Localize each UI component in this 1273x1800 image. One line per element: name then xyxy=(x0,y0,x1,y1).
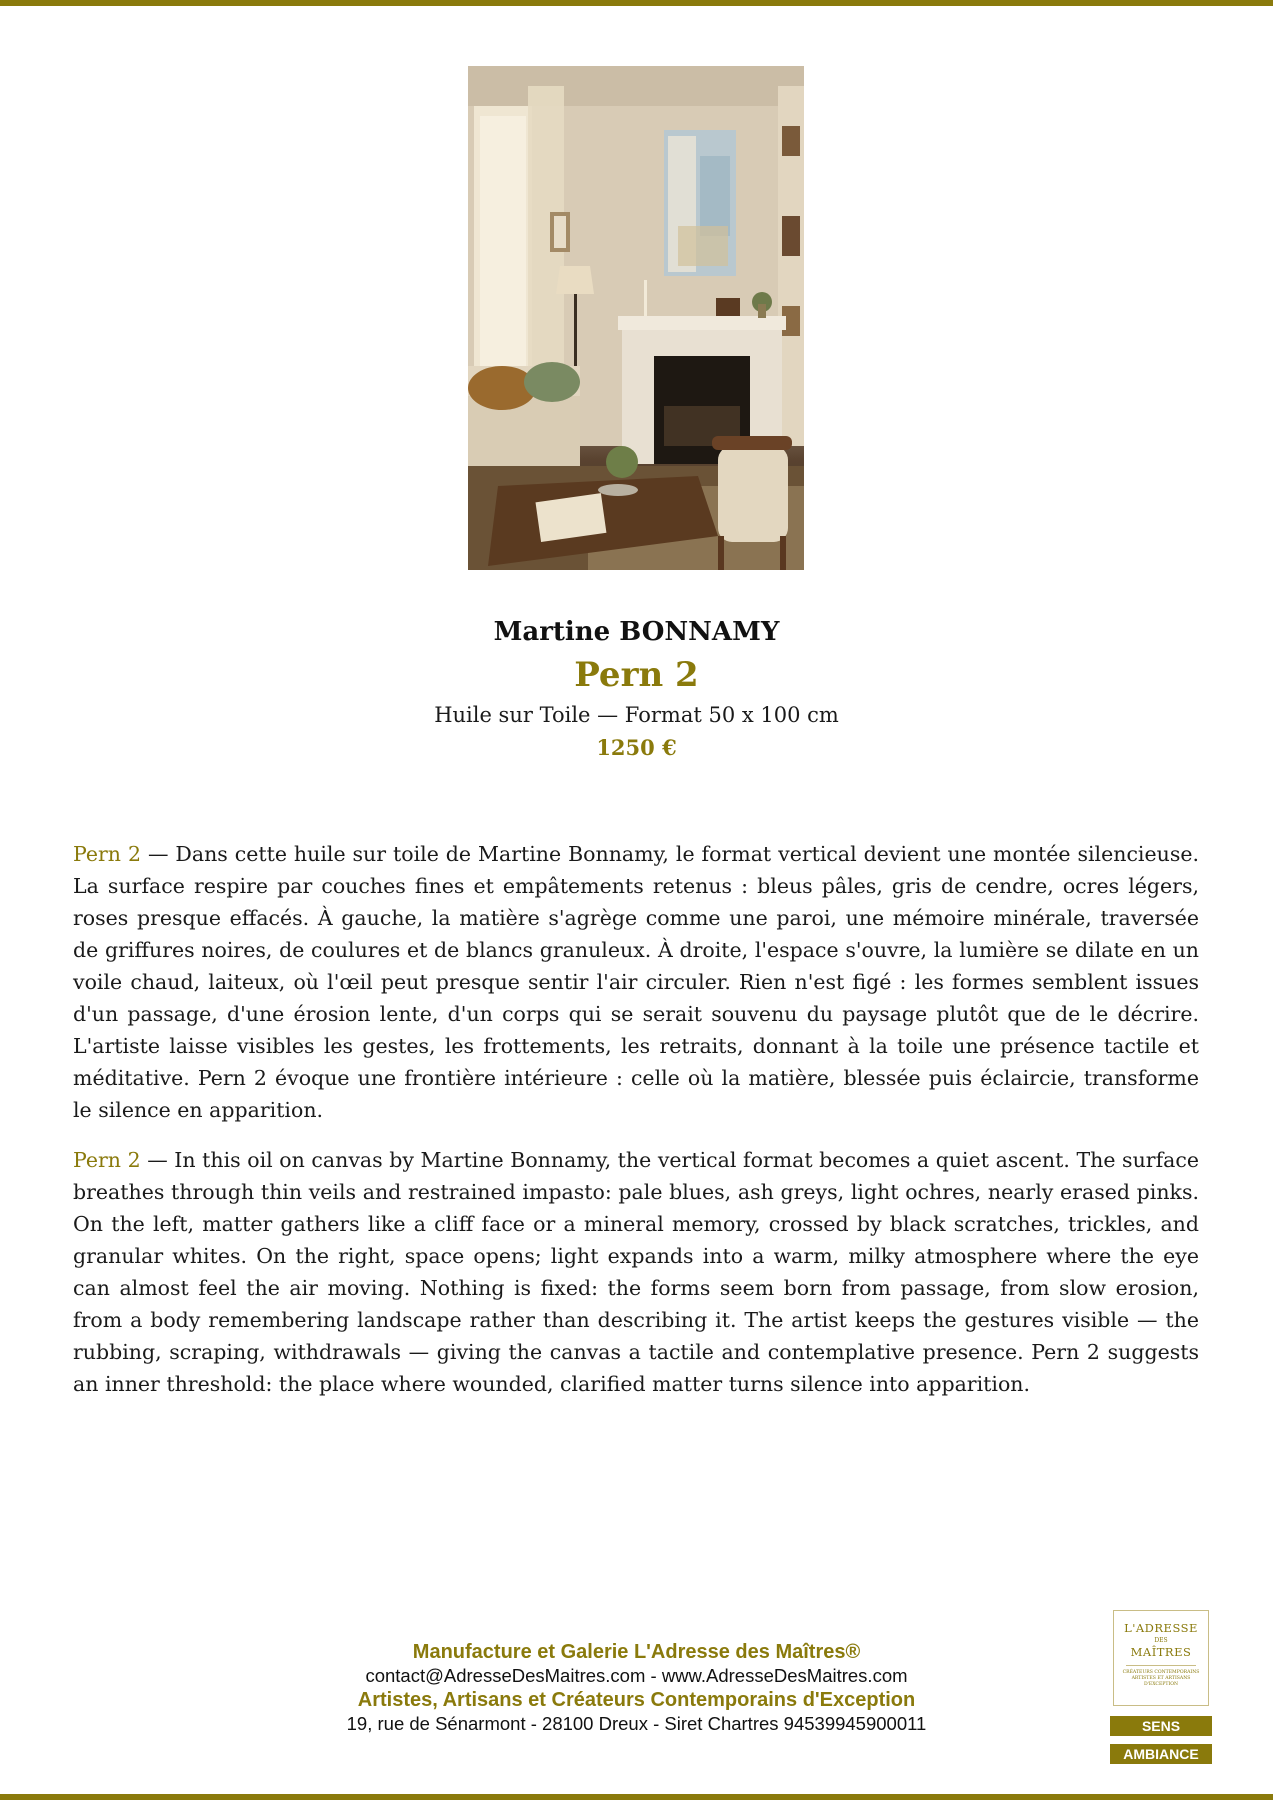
description-english-lead: Pern 2 xyxy=(73,1148,141,1172)
artwork-header xyxy=(0,612,1273,764)
bottom-accent-bar xyxy=(0,1794,1273,1800)
artwork-title: Pern 2 xyxy=(574,655,699,695)
artwork-room-photo xyxy=(468,66,804,570)
room-illustration xyxy=(468,66,804,570)
artwork-medium: Huile sur Toile — Format 50 x 100 cm xyxy=(434,703,839,727)
gallery-footer xyxy=(0,1640,1273,1736)
tag-sens: SENS xyxy=(1110,1716,1212,1736)
logo-line-3: MAÎTRES xyxy=(1130,1645,1192,1659)
top-accent-bar xyxy=(0,0,1273,6)
description-french-lead: Pern 2 xyxy=(73,842,142,866)
description-english xyxy=(73,1144,1199,1400)
description-french-text: — Dans cette huile sur toile de Martine Bonnamy, le format vertical devient une montée silencieuse. La surface respire par couches fines et empâtements retenus : bleus pâles, gris de cendre, ocres légers, roses presque effacés. À gauche, la matière s'agrège comme une paroi, une mémoire minérale, traversée de griffures noires, de coulures et de blancs granuleux. À droite, l'espace s'ouvre, la lumière se dilate en un voile chaud, laiteux, où l'œil peut presque sentir l'air circuler. Rien n'est figé : les formes semblent issues d'un passage, d'une érosion lente, d'un corps qui se serait souvenu du paysage plutôt que de le décrire. L'artiste laisse visibles les gestes, les frottements, les retraits, donnant à la toile une présence tactile et méditative. Pern 2 évoque une frontière intérieure : celle où la matière, blessée puis éclaircie, transforme le silence en apparition. xyxy=(73,842,1199,1122)
logo-divider xyxy=(1126,1665,1196,1666)
gallery-name: Manufacture et Galerie L'Adresse des Maîtres® xyxy=(412,1641,861,1663)
logo-line-2: DES xyxy=(1154,1637,1168,1644)
description-french xyxy=(73,838,1199,1126)
artwork-description xyxy=(73,838,1199,1418)
logo-line-4: CRÉATEURS CONTEMPORAINS ARTISTES ET ARTISANS D'EXCEPTION xyxy=(1122,1670,1200,1687)
artwork-price: 1250 € xyxy=(596,735,677,760)
artist-name: Martine BONNAMY xyxy=(493,617,780,647)
gallery-logo xyxy=(1113,1610,1209,1706)
gallery-address: 19, rue de Sénarmont - 28100 Dreux - Siret Chartres 94539945900011 xyxy=(346,1713,927,1734)
gallery-contact: contact@AdresseDesMaitres.com - www.AdresseDesMaitres.com xyxy=(365,1665,908,1686)
description-english-text: — In this oil on canvas by Martine Bonnamy, the vertical format becomes a quiet ascent. The surface breathes through thin veils and restrained impasto: pale blues, ash greys, light ochres, nearly erased pinks. On the left, matter gathers like a cliff face or a mineral memory, crossed by black scratches, trickles, and granular whites. On the right, space opens; light expands into a warm, milky atmosphere where the eye can almost feel the air moving. Nothing is fixed: the forms seem born from passage, from slow erosion, from a body remembering landscape rather than describing it. The artist keeps the gestures visible — the rubbing, scraping, withdrawals — giving the canvas a tactile and contemplative presence. Pern 2 suggests an inner threshold: the place where wounded, clarified matter turns silence into apparition. xyxy=(73,1148,1199,1396)
tag-ambiance: AMBIANCE xyxy=(1110,1744,1212,1764)
gallery-tagline: Artistes, Artisans et Créateurs Contemporains d'Exception xyxy=(357,1689,916,1711)
logo-line-1: L'ADRESSE xyxy=(1124,1621,1198,1635)
